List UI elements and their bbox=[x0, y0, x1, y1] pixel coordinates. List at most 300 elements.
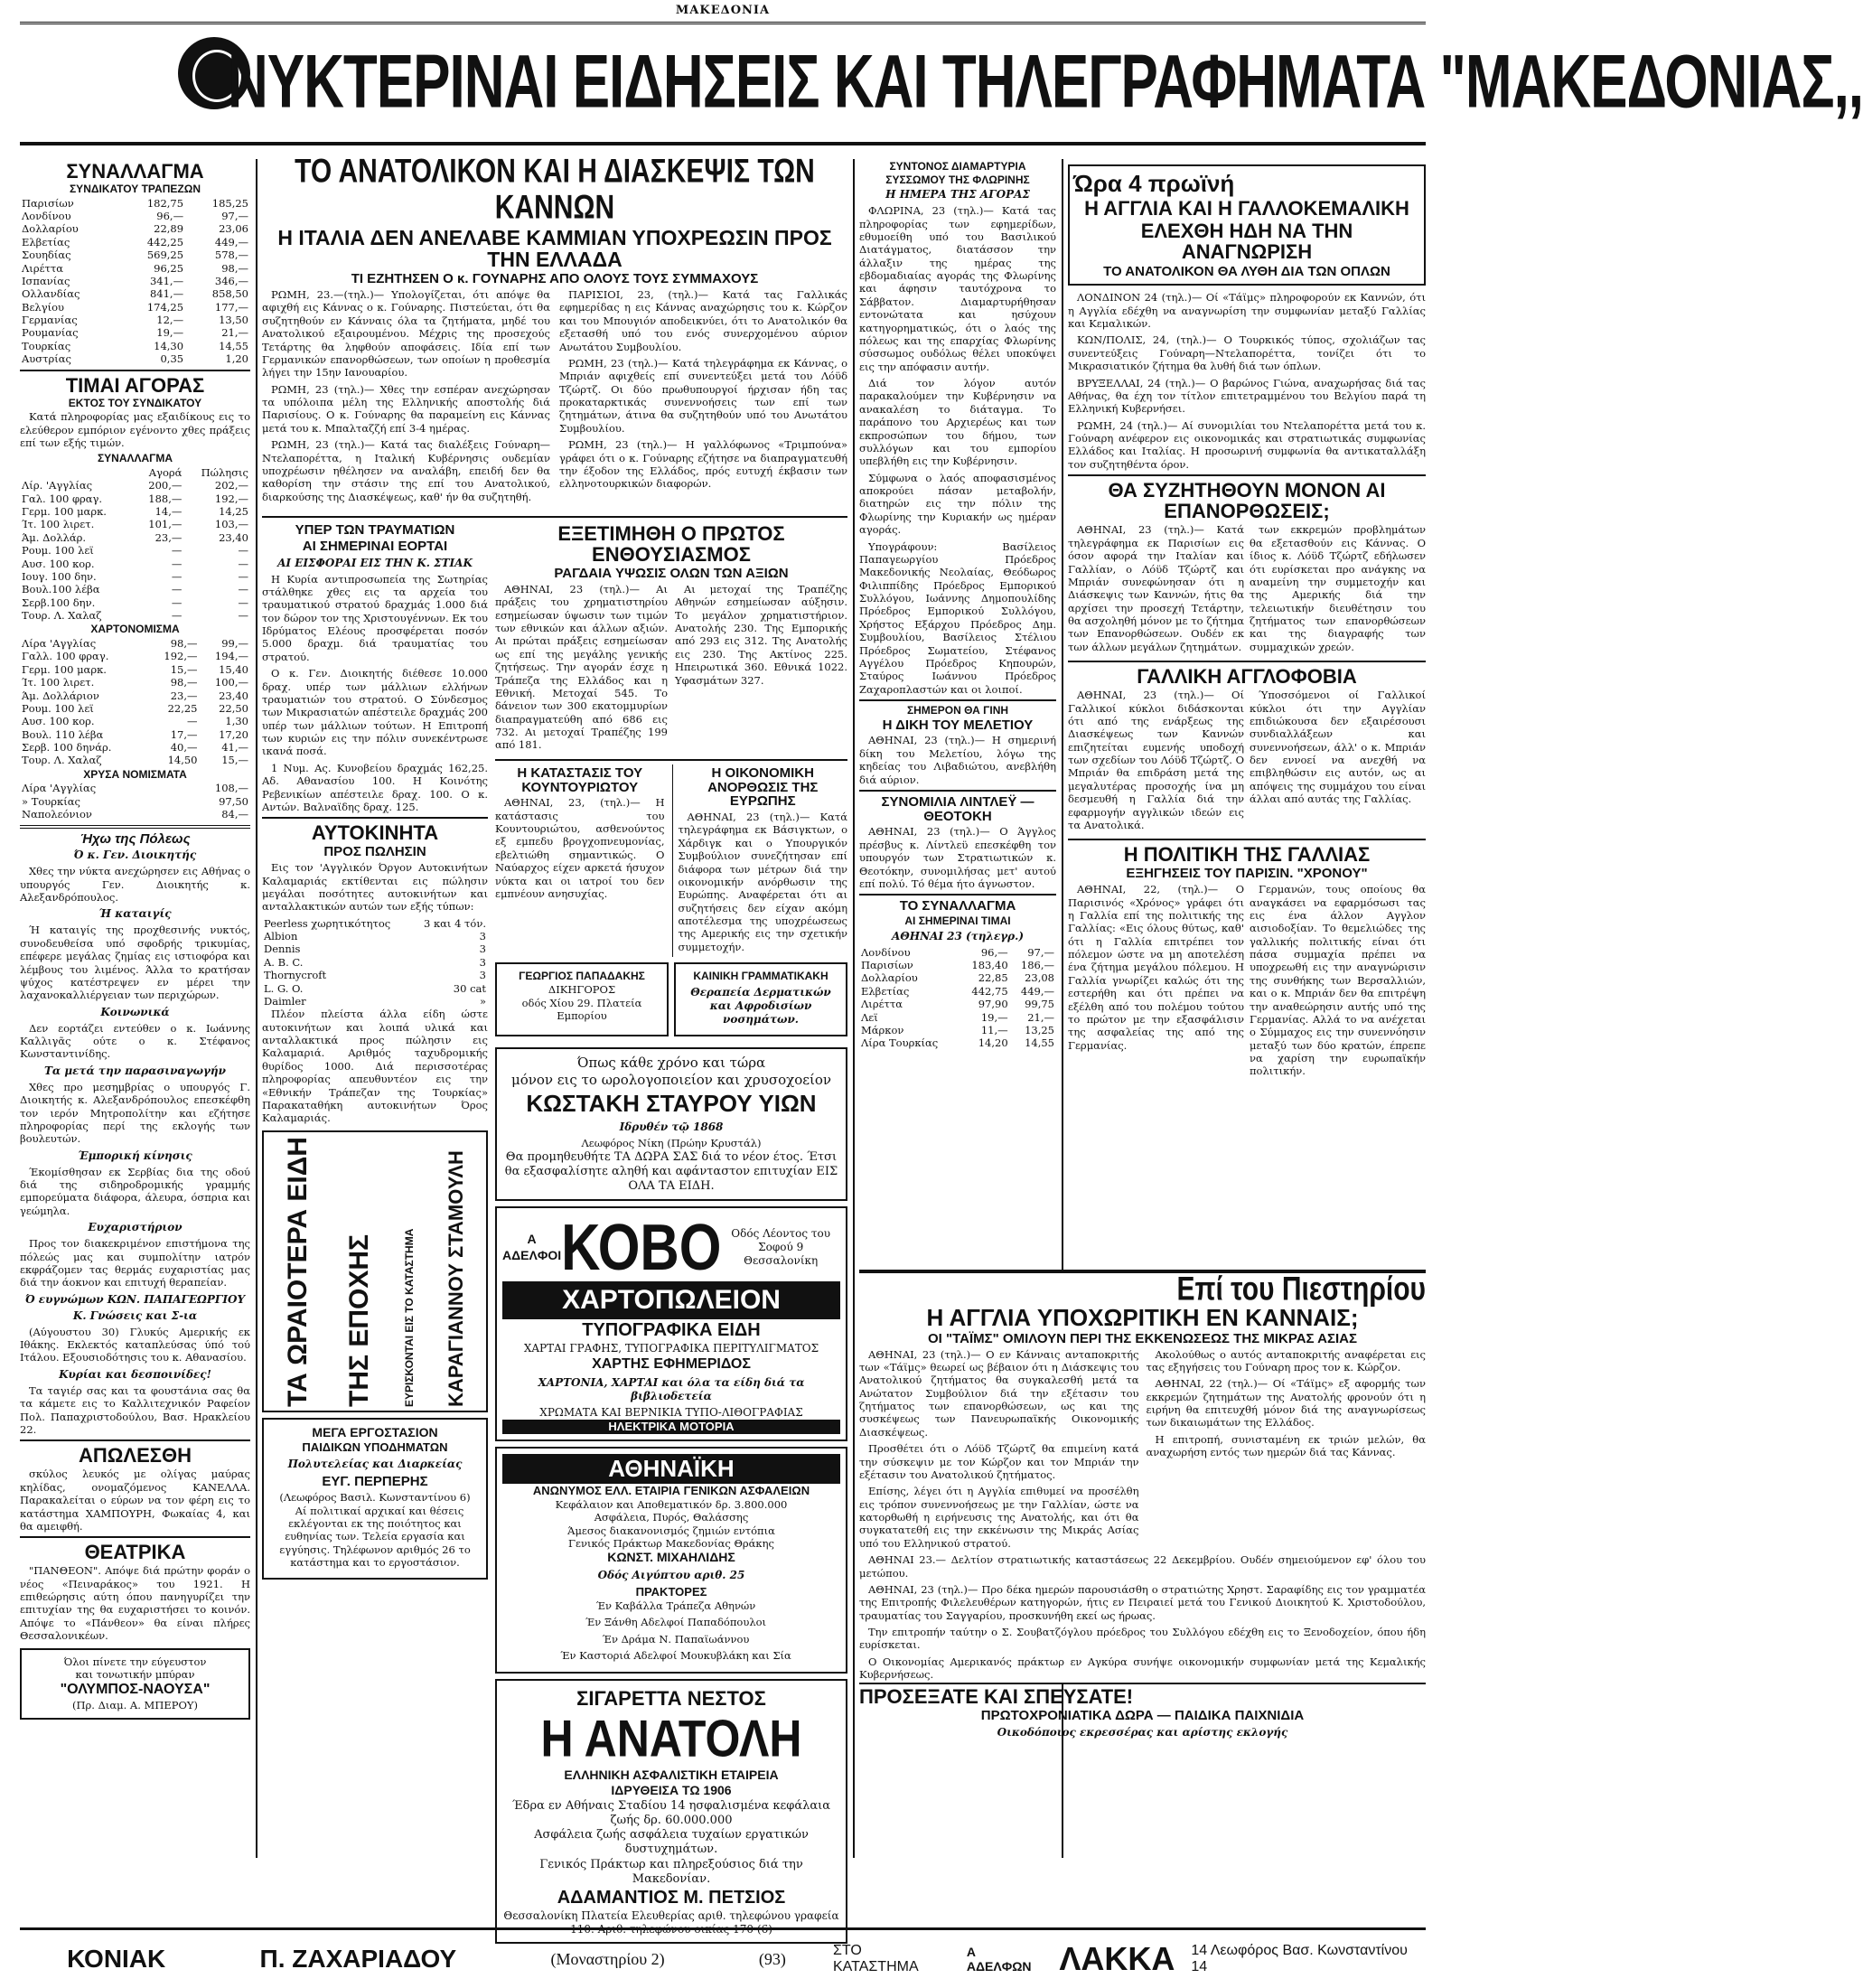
anatoli-agent: ΑΔΑΜΑΝΤΙΟΣ Μ. ΠΕΤΣΙΟΣ bbox=[557, 1888, 786, 1908]
theatre-text: "ΠΑΝΘΕΟΝ". Απόψε διά πρώτην φοράν ο νέος «Πειναράκος» του 1921. Η επιθεώρησις αύτη όπου πανηγυρίζει την επιτυχίαν της θα ευχαριστήσει το κοινόν. Απόψε το «Πάνθεον» θα είναι πλήρες Θεσσαλονικέων. bbox=[20, 1564, 250, 1643]
vertical-ad bbox=[262, 1130, 488, 1412]
table-row bbox=[20, 808, 250, 821]
table-cell: 346,— bbox=[214, 274, 248, 287]
latest-head1: Επί του Πιεστηρίου bbox=[1176, 1270, 1426, 1308]
athinaiki-claims: Άμεσος διακανονισμός ζημιών εντόπια bbox=[567, 1524, 775, 1537]
market-subtitle: ΕΚΤΟΣ ΤΟΥ ΣΥΝΔΙΚΑΤΟΥ bbox=[68, 396, 202, 409]
table-cell: Δολλαρίου bbox=[861, 971, 918, 985]
table-cell: 3 bbox=[479, 930, 486, 942]
footer-brand: Π. ΖΑΧΑΡΙΑΔΟΥ bbox=[259, 1945, 457, 1973]
paragraph: ΡΩΜΗ, 23.—(τηλ.)— Υπολογίζεται, ότι απόψε θα αφιχθή εις Κάννας ο κ. Γούναρης. Πιστεύεται, ότι θα συζητηθούν εν Κάνναις όλα τα ζητήματα, μηδέ του Ανατολικού εξαιρουμένου. Μέχρις της προσεχούς Τετάρτης θα ληφθούν αποφάσεις. Ιδία επί των Γερμανικών επανορθώσεων, των οποίων η προθεσμία λήγει την 15ην Ιανουαρίου. bbox=[262, 288, 550, 380]
beer-ad bbox=[20, 1648, 250, 1720]
column-rule bbox=[853, 159, 855, 1858]
table-cell: 841,— bbox=[149, 287, 184, 301]
stavrou-name: ΚΩΣΤΑΚΗ ΣΤΑΥΡΟΥ ΥΙΩΝ bbox=[526, 1089, 817, 1117]
table-cell: 97,50 bbox=[219, 794, 248, 808]
ora4-box bbox=[1068, 164, 1426, 286]
clinic-line: Θεραπεία Δερματικών και Αφροδισίων νοσημάτων. bbox=[690, 986, 831, 1027]
europe-head: Η ΟΙΚΟΝΟΜΙΚΗ ΑΝΟΡΘΩΣΙΣ ΤΗΣ ΕΥΡΩΠΗΣ bbox=[707, 764, 819, 810]
table-row bbox=[20, 609, 250, 622]
table-cell: 84,— bbox=[221, 808, 248, 821]
france-text: ΑΘΗΝΑΙ, 22, (τηλ.)— Ο Παρισινός «Χρόνος» γράφει ότι η Γαλλία επί της πολιτικής της Γαλλίας: «Εις όλους θύτως, καθ' ότι η Γαλλία επιτρέπει τον πόλεμον ώστε να μη αποτελέση ένα ζήτημα μεγάλου πόλεμου. Η Γαλλία γνωρίζει καλώς ότι της εστερήθη και ότι πρέπει να εξέλθη από του πολέμου τούτου το πρώτον με την εξασφάλισιν της ασφαλείας της από της Γερμανίας. bbox=[1068, 883, 1244, 1052]
table-row bbox=[20, 492, 250, 505]
table-cell: Ελβετίας bbox=[22, 235, 70, 248]
enthusiasm-head2: ΡΑΓΔΑΙΑ ΥΨΩΣΙΣ ΟΛΩΝ ΤΩΝ ΑΞΙΩΝ bbox=[554, 566, 789, 582]
table-cell: 182,75 bbox=[146, 196, 184, 210]
table-row bbox=[262, 942, 488, 955]
table-cell: 192,— bbox=[164, 650, 198, 663]
table-row bbox=[20, 782, 250, 794]
city-sign: Ό ευγνώμων ΚΩΝ. ΠΑΠΑΓΕΩΡΓΙΟΥ bbox=[24, 1292, 246, 1306]
table-row bbox=[20, 352, 250, 365]
latest-right bbox=[1147, 1348, 1427, 1554]
table-row bbox=[262, 930, 488, 942]
table-cell: Ρουμ. 100 λεϊ bbox=[22, 701, 94, 715]
table-cell: 97,— bbox=[221, 210, 248, 223]
table-cell: » Τουρκίας bbox=[22, 794, 80, 808]
table-cell: 22,50 bbox=[219, 701, 248, 715]
column-left bbox=[20, 159, 250, 1858]
table-cell: Λίρα Τουρκίας bbox=[861, 1036, 939, 1050]
table-row bbox=[20, 544, 250, 557]
table-cell: 30 cat bbox=[453, 981, 486, 995]
table-cell: 22,89 bbox=[154, 222, 184, 236]
city-sub: Ή καταιγίς bbox=[98, 907, 172, 921]
anatoli-addr: Θεσσαλονίκη Πλατεία Ελευθερίας αριθ. τηλεφώνου γραφεία 110. Αριθ. τηλεφώνου οικίας 170 (6) bbox=[503, 1909, 839, 1936]
table-row bbox=[859, 1024, 1056, 1036]
table-row bbox=[859, 946, 1056, 959]
wounded-text bbox=[262, 573, 488, 814]
table-cell: 108,— bbox=[214, 782, 248, 795]
table-row bbox=[20, 558, 250, 570]
france-head1: Η ΠΟΛΙΤΙΚΗ ΤΗΣ ΓΑΛΛΙΑΣ bbox=[1123, 843, 1371, 867]
table-cell: 14,20 bbox=[978, 1036, 1008, 1050]
exchange-subtitle: ΣΥΝΔΙΚΑΤΟΥ ΤΡΑΠΕΖΩΝ bbox=[69, 183, 201, 196]
anatoli-name: Η ΑΝΑΤΟΛΗ bbox=[540, 1709, 802, 1768]
table-row bbox=[262, 995, 488, 1008]
anatoli-sub: ΕΛΛΗΝΙΚΗ ΑΣΦΑΛΙΣΤΙΚΗ ΕΤΑΙΡΕΙΑ bbox=[564, 1767, 779, 1782]
table-row bbox=[20, 531, 250, 544]
table-cell: 1,30 bbox=[225, 715, 248, 728]
cannes-head3: ΤΙ ΕΖΗΤΗΣΕΝ Ο κ. ΓΟΥΝΑΡΗΣ ΑΠΟ ΟΛΟΥΣ ΤΟΥΣ ΣΥΜΜΑΧΟΥΣ bbox=[351, 271, 759, 287]
paragraph: ΦΛΩΡΙΝΑ, 23 (τηλ.)— Κατά τας πληροφορίας των εφημερίδων, εθυμοείθη υπό του Βασιλικού Διατάγματος, διατάσσον την άλλαξιν της ημέρας της εβδομαδιαίας αγοράς της Φλωρίνης και άφησιν ταυτόχρονα το Σάββατον. Διαμαρτυρήθησαν εντονώτατα και ησύχουν κατηγορηματικώς, ότι ο λαός της πόλεως και της επαρχίας Φλωρίνης σύσσωμος ουδόλως θέλει υποκύψει εις την απόφασιν αυτήν. bbox=[859, 204, 1056, 373]
table-row bbox=[20, 702, 250, 715]
paragraph: ΡΩΜΗ, 23 (τηλ.)— Χθες την εσπέραν ανεχώρησαν τα υπόλοιπα μέλη της Ελληνικής αποστολής διά Παρισίους. Ο κ. Γούναρης θα παραμείνη εις Κάννας μετά του κ. Μπαλταζζή επί 3-4 ημέρας. bbox=[262, 382, 550, 435]
kountouriotis-head: Η ΚΑΤΑΣΤΑΣΙΣ ΤΟΥ ΚΟΥΝΤΟΥΡΙΩΤΟΥ bbox=[517, 764, 643, 795]
market-intro: Κατά πληροφορίας μας εξαιδίκους εις το ελεύθερον εμπόριον εγένοντο χθες πράξεις επί των εξής τιμών. bbox=[20, 410, 250, 449]
enthusiasm-head1: ΕΞΕΤΙΜΗΘΗ Ο ΠΡΩΤΟΣ ΕΝΘΟΥΣΙΑΣΜΟΣ bbox=[557, 522, 785, 567]
beer-agent: (Πρ. Διαμ. Α. ΜΠΕΡΟΥ) bbox=[71, 1699, 198, 1712]
paper-table bbox=[20, 637, 250, 767]
table-cell: Ρουμ. 100 λεϊ bbox=[22, 544, 94, 558]
rates2-date: ΑΘΗΝΑΙ 23 (τηλεγρ.) bbox=[892, 929, 1024, 942]
city-text: Χθες την νύκτα ανεχώρησεν εις Αθήνας ο υπουργός Γεν. Διοικητής κ. Αλεξανδρόπουλος. bbox=[20, 865, 250, 905]
table-row bbox=[20, 518, 250, 530]
anatoli-line: Ασφάλεια ζωής ασφάλεια τυχαίων εργατικών δυστυχημάτων. bbox=[534, 1828, 809, 1857]
table-cell: 442,75 bbox=[971, 984, 1008, 998]
table-cell: 17,20 bbox=[219, 727, 248, 741]
table-cell: 99,— bbox=[221, 637, 248, 651]
shoes-line: Πολυτελείας και Διαρκείας bbox=[287, 1458, 463, 1471]
athinaiki-agents-title: ΠΡΑΚΤΟΡΕΣ bbox=[635, 1584, 707, 1599]
cars-tail: Πλέον πλείστα άλλα είδη ώστε αυτοκινήτων και λοιπά υλικά και ανταλλακτικά προς πώλησιν εις Καλαμαριά. Αριθμός ταχυδρομικής θυρίδος 1000. Διά περισσοτέρας πληροφορίας απευθυντέον εις την «Εθνικήν Τράπεζαν της Τουρκίας» Παρακαταθήκη αυτοκινήτων Όρος Καλαμαριάς. bbox=[262, 1008, 488, 1125]
column-centre bbox=[262, 152, 847, 1936]
table-cell: Γερμ. 100 μαρκ. bbox=[22, 662, 107, 676]
stavrou-est: Ιδρυθέν τῷ 1868 bbox=[619, 1121, 724, 1134]
athinaiki-capital: Κεφάλαιον και Αποθεματικόν δρ. 3.800.000 bbox=[555, 1497, 788, 1511]
table-cell: Σουηδίας bbox=[22, 248, 71, 262]
table-cell: 183,40 bbox=[971, 959, 1008, 971]
table-cell: Τουρκίας bbox=[22, 339, 71, 352]
paragraph: Την επιτροπήν ταύτην ο Σ. Σουβατζόγλου πρόεδρος του Συλλόγου εδέχθη εις το Ξενοδοχείον, όπου ήδη ευρίσκεται. bbox=[859, 1626, 1426, 1652]
city-text: Ή καταιγίς της προχθεσινής νυκτός, συνοδευθείσα υπό σφοδρής τρικυμίας, επέφερε μεγάλας ζημίας εις ιστιοφόρα και λέμβους του λιμένος. Άλλα το κρατήσαν ψύχος κατέστρεψεν εν μέρει την λαχανοκαλλιέργειαν των περιχώρων. bbox=[20, 924, 250, 1002]
table-cell: 101,— bbox=[148, 518, 183, 531]
subcolumn-a bbox=[262, 521, 488, 1750]
table-row bbox=[20, 596, 250, 609]
table-cell: 569,25 bbox=[146, 248, 184, 262]
paper-title: ΧΑΡΤΟΝΟΜΙΣΜΑ bbox=[90, 623, 180, 636]
paragraph: Η επιτροπή, συνισταμένη εκ τριών μελών, θα αναχωρήση εντός των ημερών διά τας Κάννας. bbox=[1146, 1432, 1426, 1459]
market-fx-table bbox=[20, 466, 250, 623]
table-cell: 98,— bbox=[221, 261, 248, 275]
city-sub: Έμπορική κίνησις bbox=[78, 1149, 192, 1162]
column-rule bbox=[256, 159, 257, 1858]
enthusiasm-text: Αι μετοχαί της Τραπέζης Αθηνών εσημείωσαν αύξησιν. Το μεγάλον χρηματιστήριον. Ανατολής 230. Της Εμπορικής από 293 εις 312. Της Ανατολής εις 230. Της Ακτίνος 225. Ηπειρωτικά 360. Εθνικά 1022. Υφασμάτων 327. bbox=[675, 582, 847, 687]
kobo-h7: ΗΛΕΚΤΡΙΚΑ ΜΟΤΟΡΙΑ bbox=[502, 1420, 840, 1434]
kobo-h3: ΧΑΡΤΑΙ ΓΡΑΦΗΣ, ΤΥΠΟΓΡΑΦΙΚΑ ΠΕΡΙΤΥΛΙΓΜΑΤΟΣ bbox=[523, 1341, 819, 1355]
meeting-head: ΣΥΝΟΜΙΛΙΑ ΛΙΝΤΛΕΫ — ΘΕΟΤΟΚΗ bbox=[881, 793, 1034, 824]
table-cell: Λίρα 'Αγγλίας bbox=[22, 637, 97, 651]
paragraph: ΡΩΜΗ, 23 (τηλ.)— Κατά τηλεγράφημα εκ Κάννας, ο Μπριάν αφιχθείς επί συνεντεύξει μετά του Λόϋδ Τζώρτζ. Οι δύο πρωθυπουργοί ήρχισαν ήδη τας προκαταρκτικάς συνεννοήσεις των επί των ζητημάτων, άτινα θα συζητηθούν υπό του Ανωτάτου Συμβουλίου. bbox=[559, 356, 847, 435]
theatre-title: ΘΕΑΤΡΙΚΑ bbox=[84, 1541, 186, 1564]
table-cell: 578,— bbox=[214, 248, 248, 262]
table-cell: 341,— bbox=[149, 274, 184, 287]
reparations-text: των εκκρεμών προβλημάτων θα εξετασθούν εις Κάννας. Ο ίδιος κ. Λόϋδ Τζώρτζ εδήλωσεν ότι ευρίσκεται προ ανάγκης να αναμείνη την συμμετοχήν και της Αμερικής διά την τελειωτικήν διευθέτησιν του ζητήματος των επανορθώσεων και της διαγραφής των συμμαχικών χρεών. bbox=[1250, 523, 1426, 653]
city-text: Δεν εορτάζει εντεύθεν ο κ. Ιωάννης Καλλιγᾶς ούτε ο κ. Στέφανος Κωνσταντινίδης. bbox=[20, 1021, 250, 1061]
table-cell: 23,40 bbox=[219, 530, 248, 544]
meeting-text: ΑΘΗΝΑΙ, 23 (τηλ.)— Ο Άγγλος πρέσβυς κ. Λίντλεϋ επεσκέφθη τον υπουργόν των Στρατιωτικών κ. Θεοτόκην, συνομιλήσας μετ' αυτού επί πολύ. Τό θέμα ήτο άγνωστον. bbox=[859, 825, 1056, 890]
table-cell: — bbox=[187, 715, 198, 728]
lost-title: ΑΠΩΛΕΣΘΗ bbox=[79, 1444, 192, 1468]
paragraph: ΑΘΗΝΑΙ, 23 (τηλ.)— Ο εν Κάνναις ανταποκριτής των «Τάϊμς» θεωρεί ως βέβαιον ότι η Διάσκεψις του Ανατολικού ζητήματος θα συγκαλεσθή μετά τα Ανώτατον Συμβούλιον διά την εξέτασιν του ζητήματος των επανορθώσεων, ως και της συσκέψεως των Πανευρωπαϊκής Οικονομικής Διασκέψεως. bbox=[859, 1347, 1139, 1439]
table-cell: — bbox=[238, 557, 248, 570]
hurry-ad bbox=[859, 1683, 1426, 1748]
paragraph: Έν Ξάνθη Αδελφοί Παπαδόπουλοι bbox=[585, 1616, 767, 1629]
table-cell: 1,20 bbox=[225, 352, 248, 366]
table-cell: 97,— bbox=[1027, 945, 1054, 959]
france-text: Γερμανών, τους οποίους θα αναγκάσει να εφαρμόσωσι τας εις ένα άλλον Αγγλον αισιοδοξίαν. Το θεμελιώδες της γαλλικής πολιτικής είναι ότι πάσα συμμαχία πρέπει να υποχρεωθή εις την αναγνώρισιν της συνθήκης των Βερσαλλιών, και ο κ. Μπριάν δεν θα επιτρέψη την αναθεώρησιν αυτής υπό της Γερμανίας. Αλλά το να ανέχεται ο Σύμμαχος εις την συνεννόησιν μεταξύ των δύο κρατών, έπρεπε να χαρίση την ευρωπαϊκήν πολιτικήν. bbox=[1250, 883, 1426, 1078]
masthead: ΜΑΚΕΔΟΝΙΑ bbox=[20, 0, 1426, 24]
table-cell: — bbox=[238, 609, 248, 623]
cars-sub: ΠΡΟΣ ΠΩΛΗΣΙΝ bbox=[323, 844, 426, 860]
paragraph: Έν Καστοριά Αδελφοί Μουκυβλάκη και Σία bbox=[560, 1649, 791, 1663]
footer-store-label: ΣΤΟ ΚΑΤΑΣΤΗΜΑ bbox=[833, 1943, 919, 1974]
florina-head1: ΣΥΝΤΟΝΟΣ ΔΙΑΜΑΡΤΥΡΙΑ bbox=[889, 160, 1026, 173]
table-cell: 22,25 bbox=[167, 701, 198, 715]
cars-title: ΑΥΤΟΚΙΝΗΤΑ bbox=[311, 821, 439, 845]
paragraph: Επίσης, λέγει ότι η Αγγλία επιθυμεί να προσέλθη εις τρόπον συνεννοήσεως με την Γαλλίαν, ώστε να κατορθωθή η ειρήνευσις της Ανατολής, και ότι θα συγκατατεθή εις την εκκένωσιν της Μικράς Ασίας υπό του Ελληνικού στρατού. bbox=[859, 1485, 1139, 1550]
table-cell: 21,— bbox=[1027, 1010, 1054, 1024]
table-cell: 14,50 bbox=[167, 754, 198, 767]
kobo-name: ΚΟΒΟ bbox=[561, 1211, 722, 1285]
table-cell: 23,— bbox=[170, 689, 198, 702]
table-row bbox=[20, 689, 250, 702]
ora4-head2: Η ΑΓΓΛΙΑ ΚΑΙ Η ΓΑΛΛΟΚΕΜΑΛΙΚΗ bbox=[1084, 197, 1409, 220]
shoes-ad bbox=[262, 1418, 488, 1580]
table-cell: Άμ. Δολλάριον bbox=[22, 689, 99, 702]
latest-bottom bbox=[859, 1553, 1426, 1681]
cars-intro: Εις τον 'Αγγλικόν Όργον Αυτοκινήτων Καλαμαριάς εκτίθενται εις πώλησιν μεγάλαι ποσότητες αυτοκινήτων και ανταλλακτικών αυτών των εξής τύπων: bbox=[262, 861, 488, 914]
table-row bbox=[20, 728, 250, 741]
rates2-sub: ΑΙ ΣΗΜΕΡΙΝΑΙ ΤΙΜΑΙ bbox=[904, 914, 1011, 928]
table-cell: 11,— bbox=[980, 1023, 1008, 1036]
paragraph: Έν Καβάλλα Τράπεζα Αθηνών bbox=[595, 1599, 756, 1613]
table-row bbox=[20, 715, 250, 727]
exchange-table bbox=[20, 197, 250, 366]
kountouriotis-text: ΑΘΗΝΑΙ, 23, (τηλ.)— Η κατάστασις του Κουντουριώτου, ασθενούντος εξ εμπεδυ βρογχοπνευμονίας, εβελτιώθη σημαντικώς. Ο Ναύαρχος είχεν αρκετά ήσυχον νύκτα και οι ιατροί του δεν εμπνέουν ανησυχίας. bbox=[495, 796, 665, 900]
table-row bbox=[20, 210, 250, 222]
table-cell: 12,— bbox=[156, 314, 184, 327]
meletios-text: ΑΘΗΝΑΙ, 23 (τηλ.)— Η σημερινή δίκη του Μελετίου, λόγω της κηδείας του Λιβαδιώτου, ανεβλήθη διά αύριον. bbox=[859, 734, 1056, 786]
table-row bbox=[20, 275, 250, 287]
kobo-pre: Α ΑΔΕΛΦΟΙ bbox=[502, 1232, 562, 1262]
france-head2: ΕΞΗΓΗΣΕΙΣ ΤΟΥ ΠΑΡΙΣΙΝ. "ΧΡΟΝΟΥ" bbox=[1126, 866, 1368, 882]
table-cell: Ελβετίας bbox=[861, 984, 910, 998]
cannes-left bbox=[262, 288, 550, 512]
reparations-head: ΘΑ ΣΥΖΗΤΗΘΟΥΝ ΜΟΝΟΝ ΑΙ ΕΠΑΝΟΡΘΩΣΕΙΣ; bbox=[1108, 479, 1386, 523]
table-cell: 3 bbox=[479, 955, 486, 969]
table-cell: 202,— bbox=[214, 479, 248, 492]
market-title: ΤΙΜΑΙ ΑΓΟΡΑΣ bbox=[65, 373, 205, 397]
table-cell: Άμ. Δολλάρ. bbox=[22, 530, 87, 544]
stavrou-line: μόνον εις το ωρολογοποιείον και χρυσοχοείον bbox=[510, 1071, 832, 1088]
table-cell: 192,— bbox=[214, 492, 248, 505]
stavrou-addr: Λεωφόρος Νίκη (Πρώην Κρυστάλ) bbox=[581, 1137, 762, 1150]
wounded-head2: ΑΙ ΣΗΜΕΡΙΝΑΙ ΕΟΡΤΑΙ bbox=[302, 538, 448, 554]
vertical-ad-line: ΤΗΣ ΕΠΟΧΗΣ bbox=[343, 1233, 374, 1407]
anatoli-est: ΙΔΡΥΘΕΙΣΑ ΤΩ 1906 bbox=[611, 1783, 732, 1798]
paragraph: ΒΡΥΞΕΛΛΑΙ, 24 (τηλ.)— Ο βαρώνος Γιώνα, αναχωρήσας διά τας Αθήνας, θα έχη τον τίτλον επιτετραμμένου του Βελγίου παρά τη Ελληνική Κυβερνήσει. bbox=[1068, 376, 1426, 416]
table-cell: — bbox=[238, 595, 248, 609]
anatoli-top: ΣΙΓΑΡΕΤΤΑ ΝΕΣΤΟΣ bbox=[576, 1686, 766, 1710]
anatoli-line: Έδρα εν Αθήναις Σταδίου 14 ησφαλισμένα κεφάλαια ζωής δρ. 60.000.000 bbox=[511, 1798, 831, 1827]
lost-text: σκύλος λευκός με ολίγας μαύρας κηλίδας, ονομαζόμενος ΚΑΝΕΛΛΑ. Παρακαλείται ο εύρων να τον φέρη εις το κατάστημα ΧΑΜΠΟΥΡΗ, Φωκαίας 4, και θα αμειφθή. bbox=[20, 1468, 250, 1533]
rates2-title: ΤΟ ΣΥΝΑΛΛΑΓΜΑ bbox=[899, 898, 1016, 914]
city-text: Έκομίσθησαν εκ Σερβίας δια της οδού διά της σιδηροδρομικής γραμμής εμπορεύματα διάφορα, άλευρα, όσπρια και γεώμηλα. bbox=[20, 1165, 250, 1217]
table-cell: Λονδίνου bbox=[22, 210, 71, 223]
table-cell: Αυσ. 100 κορ. bbox=[22, 557, 95, 570]
latest-head2: Η ΑΓΓΛΙΑ ΥΠΟΧΩΡΙΤΙΚΗ ΕΝ ΚΑΝΝΑΙΣ; bbox=[926, 1303, 1359, 1331]
clinic-card bbox=[674, 962, 847, 1036]
paragraph: ΑΘΗΝΑΙ, 22 (τηλ.)— Οί «Τάϊμς» εξ αφορμής των εκκρεμών ζητημάτων της Ανατολής φρονούν ότι η ειρήνη θα επιτευχθή μόνον διά της αναγνωρίσεως των δικαιωμάτων της Ελλάδος. bbox=[1146, 1377, 1426, 1430]
table-cell: 23,06 bbox=[219, 222, 248, 236]
table-row bbox=[262, 969, 488, 981]
paragraph: ΠΑΡΙΣΙΟΙ, 23, (τηλ.)— Κατά τας Γαλλικάς εφημερίδας η εις Κάννας αναχώρησις του κ. Κώρζον και του Μπουγιόν αποδεικνύει, ότι το Ανατολικόν θα εξετασθή υπό του ενός συνερχομένου αύριον Ανωτάτου Συμβουλίου. bbox=[559, 288, 847, 353]
table-cell: Τουρ. Λ. Χαλαζ bbox=[22, 754, 102, 767]
table-row bbox=[262, 982, 488, 995]
table-cell: Ιουγ. 100 δην. bbox=[22, 569, 97, 583]
paragraph: ΡΩΜΗ, 24 (τηλ.)— Αί συνομιλίαι του Ντελαπορέττα μετά του κ. Γούναρη ανέφερον εις οικονομικάς και στρατιωτικάς συμφωνίας Ελλάδος και Ιταλίας. Η προσωρινή συμφωνία θα αντικαταλλάξη τον συζητηθέντα όρον. bbox=[1068, 418, 1426, 471]
table-cell: Γαλλ. 100 φραγ. bbox=[22, 650, 109, 663]
table-cell: 14,55 bbox=[1025, 1036, 1054, 1050]
ora4-head3: ΕΛΕΧΘΗ ΗΔΗ ΝΑ ΤΗΝ ΑΝΑΓΝΩΡΙΣΗ bbox=[1140, 220, 1353, 264]
shoes-owner: ΕΥΓ. ΠΕΡΠΕΡΗΣ bbox=[322, 1474, 428, 1490]
city-text: Τα ταγιέρ σας και τα φουστάνια σας θα τα κάμετε εις το Καλλιτεχνικόν Ραφείον Πολ. Παπαχριστοδούλου, Βασ. Ηρακλείου 22. bbox=[20, 1383, 250, 1436]
florina-text bbox=[859, 204, 1056, 696]
kobo-addr: Οδός Λέοντος του Σοφού 9 bbox=[731, 1227, 831, 1254]
table-row bbox=[859, 1036, 1056, 1049]
lawyer-addr: οδός Χίου 29. Πλατεία Εμπορίου bbox=[521, 996, 642, 1022]
paragraph: Έν Δράμα Ν. Παπαϊωάννου bbox=[602, 1632, 750, 1646]
city-text: Χθες προ μεσημβρίας ο υπουργός Γ. Διοικητής κ. Αλεξανδρόπουλος επεσκέφθη τον ιερόν Μητροπολίτην και εζήτησε πληροφορίας περί της εκλογής των βουλευτών. bbox=[20, 1080, 250, 1146]
table-cell: Peerless χωρητικότητος bbox=[264, 916, 391, 930]
athinaiki-sub: ΑΝΩΝΥΜΟΣ ΕΛΛ. ΕΤΑΙΡΙΑ ΓΕΝΙΚΩΝ ΑΣΦΑΛΕΙΩΝ bbox=[532, 1483, 810, 1497]
table-cell: Ναπολεόνιον bbox=[22, 808, 92, 821]
latest-head3: ΟΙ "ΤΑΪΜΣ" ΟΜΙΛΟΥΝ ΠΕΡΙ ΤΗΣ ΕΚΚΕΝΩΣΕΩΣ ΤΗΣ ΜΙΚΡΑΣ ΑΣΙΑΣ bbox=[927, 1330, 1358, 1346]
table-cell: Τουρ. Λ. Χαλαζ bbox=[22, 609, 102, 623]
city-title: Ήχω της Πόλεως bbox=[80, 830, 191, 847]
table-cell: — bbox=[171, 544, 183, 558]
athinaiki-name: ΑΘΗΝΑΪΚΗ bbox=[502, 1454, 840, 1484]
athinaiki-agent: ΚΩΝΣΤ. ΜΙΧΑΗΛΙΔΗΣ bbox=[607, 1550, 735, 1565]
hurry-head: ΠΡΟΣΕΞΑΤΕ ΚΑΙ ΣΠΕΥΣΑΤΕ! bbox=[859, 1685, 1134, 1708]
cannes-head2: Η ΙΤΑΛΙΑ ΔΕΝ ΑΝΕΛΑΒΕ ΚΑΜΜΙΑΝ ΥΠΟΧΡΕΩΣΙΝ ΠΡΟΣ ΤΗΝ ΕΛΛΑΔΑ bbox=[277, 226, 832, 272]
paragraph: ΛΟΝΔΙΝΟΝ 24 (τηλ.)— Οί «Τάϊμς» πληροφορούν εκ Καννών, ότι η Αγγλία εδέχθη να αναγνωρίση την συμφωνίαν μεταξύ Γαλλίας και Κεμαλικών. bbox=[1068, 291, 1426, 331]
column-right bbox=[1068, 159, 1426, 1280]
table-row bbox=[20, 583, 250, 595]
hurry-l2: Οικοδόποιος εκρεσσέρας και αρίστης εκλογής bbox=[997, 1725, 1288, 1739]
vertical-ad-line: ΚΑΡΑΓΙΑΝΝΟΥ ΣΤΑΜΟΥΛΗ bbox=[445, 1149, 468, 1407]
table-row bbox=[20, 741, 250, 754]
anglophobia-text: ΑΘΗΝΑΙ, 23 (τηλ.)— Οί Γαλλικοί κύκλοι διδάσκονται ότι από της ενάρξεως της Διασκέψεως των Καννών επιζητείται ευμενής υποδοχή των σχεδίων του Λόϋδ Τζώρτζ. Ο Μπριάν θα επιδράση μετά της μεγαλυτέρας προσοχής ίνα μη δεσμευθή η Γαλλία διά την εφαρμογήν αγγλικών ιδεών εις τα Ανατολικά. bbox=[1068, 689, 1244, 831]
table-cell: 177,— bbox=[214, 300, 248, 314]
table-cell: 0,35 bbox=[160, 352, 184, 366]
paragraph: Ο κ. Γεν. Διοικητής διέθεσε 10.000 δραχ. υπέρ των μάλλιων ελλήνων τραυματιών του στρατού. Ο Σύνδεσμος των Μικρασιατών απέστειλε δραχμάς 200 υπέρ των μάλλιων τούτων. Η Επιτροπή των κυριών εις την πόλιν συνεκέντρωσε ικανά ποσά. bbox=[262, 667, 488, 758]
table-cell: 40,— bbox=[170, 741, 198, 755]
florina-head3: Η ΗΜΕΡΑ ΤΗΣ ΑΓΟΡΑΣ bbox=[885, 188, 1030, 202]
table-cell: 98,— bbox=[170, 676, 198, 689]
table-cell: Βουλ.100 λέβα bbox=[22, 583, 100, 596]
table-cell: Γερμ. 100 μαρκ. bbox=[22, 505, 107, 519]
kobo-h6: ΧΡΩΜΑΤΑ ΚΑΙ ΒΕΡΝΙΚΙΑ ΤΥΠΟ-ΛΙΘΟΓΡΑΦΙΑΣ bbox=[539, 1405, 803, 1419]
hurry-l1: ΠΡΩΤΟΧΡΟΝΙΑΤΙΚΑ ΔΩΡΑ — ΠΑΙΔΙΚΑ ΠΑΙΧΝΙΔΙΑ bbox=[980, 1708, 1305, 1724]
kobo-h2: ΤΥΠΟΓΡΑΦΙΚΑ ΕΙΔΗ bbox=[582, 1319, 761, 1340]
table-row bbox=[20, 637, 250, 650]
table-row bbox=[20, 262, 250, 275]
table-cell: 188,— bbox=[148, 492, 183, 505]
paragraph: ΡΩΜΗ, 23 (τηλ.)— Η γαλλόφωνος «Τριμπούνα» γράφει ότι ο κ. Γούναρης εζήτησε να διαπραγματευθή την έξοδον της Ελλάδος, πρός ευτυχή έκβασιν των ελληνοτουρκικών διαφορών. bbox=[559, 438, 847, 491]
table-row bbox=[20, 676, 250, 689]
paragraph: Προσθέτει ότι ο Λόϋδ Τζώρτζ θα επιμείνη κατά την σύσκεψιν με τον Κώρζον και τον Μπριάν την εξέτασιν του Ανατολικού ζητήματος. bbox=[859, 1442, 1139, 1481]
reparations-text: ΑΘΗΝΑΙ, 23 (τηλ.)— Κατά τηλεγράφημα εκ Παρισίων εις όσον αφορά την Ιταλίαν και Γαλλίαν, ο Λόϋδ Τζώρτζ και Μπριάν συνεφώνησαν ότι η Διάσκεψις των Καννών, ήτις θα αρχίσει την προσεχή Τετάρτην, θα ασχοληθή μόνον με το ζήτημα των Επανορθώσεων. Ουδέν εκ των άλλων μεγάλων ζητημάτων. bbox=[1068, 523, 1244, 653]
athinaiki-agent-title: Γενικός Πράκτωρ Μακεδονίας Θράκης bbox=[568, 1536, 774, 1550]
table-cell: A. B. C. bbox=[264, 955, 304, 969]
table-cell: 14,30 bbox=[154, 339, 184, 352]
stavrou-line: Όπως κάθε χρόνο και τώρα bbox=[576, 1055, 766, 1072]
table-cell: Γερμανίας bbox=[22, 314, 78, 327]
cannes-head1: ΤΟ ΑΝΑΤΟΛΙΚΟΝ ΚΑΙ Η ΔΙΑΣΚΕΨΙΣ ΤΩΝ ΚΑΝΝΩΝ bbox=[295, 152, 815, 226]
table-cell: 15,— bbox=[221, 754, 248, 767]
banner bbox=[20, 24, 1863, 145]
cars-list bbox=[262, 917, 488, 1008]
table-cell: 3 και 4 τόν. bbox=[424, 916, 486, 930]
paragraph: Ακολούθως ο αυτός ανταποκριτής αναφέρεται εις τας εξηγήσεις του Γούναρη προς τον κ. Κώρζον. bbox=[1146, 1347, 1426, 1374]
table-cell: 174,25 bbox=[146, 300, 184, 314]
anglophobia-text: Ύποσσόμενοι οί Γαλλικοί κύκλοι ότι την Αγγλίαν επιδιώκουσα δεν εξαιρέσουσι συνδιαλλάξεων και συνεννοήσεων, άλλ' ο κ. Μπριάν δεν εννοεί να ανεχθή να επιβληθώσιν εις αυτόν, ως αι απόψεις της συμμάχου του είναι άλλαι από αυτάς της Γαλλίας. bbox=[1250, 689, 1426, 806]
gold-title: ΧΡΥΣΑ ΝΟΜΙΣΜΑΤΑ bbox=[83, 767, 187, 781]
athinaiki-ad bbox=[495, 1447, 847, 1674]
table-cell: Μάρκον bbox=[861, 1023, 904, 1036]
kobo-h1: ΧΑΡΤΟΠΩΛΕΙΟΝ bbox=[502, 1281, 840, 1319]
shoes-text: Αί πολιτικαί αρχικαί και θέσεις εκλέγονται εκ της ποιότητος και ευθηνίας των. Τελεία εργασία και εγγύησις. Τηλέφωνον αριθμός 26 το κατάστημα και το εργοστάσιον. bbox=[279, 1504, 471, 1569]
city-sub: Κ. Γνώσεις και Σ-ια bbox=[72, 1308, 198, 1322]
table-row bbox=[20, 663, 250, 676]
city-text: Προς τον διακεκριμένον επιστήμονα της πόλεώς μας και συμπολίτην ιατρόν εκφράζομεν τας θερμάς ευχαριστίας μας διά την άοκνον και επιτυχή θεραπείαν. bbox=[20, 1237, 250, 1289]
table-cell: — bbox=[238, 544, 248, 558]
table-row bbox=[20, 795, 250, 808]
table-cell: Ισπανίας bbox=[22, 274, 70, 287]
table-cell: Δολλαρίου bbox=[22, 222, 79, 236]
table-cell: 185,25 bbox=[211, 196, 248, 210]
table-cell: Παρισίων bbox=[22, 196, 74, 210]
table-header: Αγορά bbox=[148, 465, 183, 479]
table-cell: Ολλανδίας bbox=[22, 287, 80, 301]
table-cell: Ίτ. 100 λιρετ. bbox=[22, 518, 95, 531]
table-cell: — bbox=[171, 569, 183, 583]
table-cell: 200,— bbox=[148, 479, 183, 492]
lawyer-card bbox=[495, 962, 669, 1036]
table-cell: 15,— bbox=[170, 662, 198, 676]
stavrou-line: Θα προμηθευθήτε ΤΑ ΔΩΡΑ ΣΑΣ διά το νέον έτος. Έτσι θα εξασφαλίσητε αληθή και αφάνταστον επιτυχίαν ΕΙΣ ΟΛΑ ΤΑ ΕΙΔΗ. bbox=[504, 1149, 838, 1194]
city-sub: Τα μετά την παρασιναγωγήν bbox=[44, 1064, 226, 1077]
beer-line: και τονωτικήν μπύραν bbox=[75, 1667, 195, 1681]
footer-num: (93) bbox=[758, 1949, 786, 1968]
table-row bbox=[20, 287, 250, 300]
footer-bros: Α ΑΔΕΛΦΩΝ bbox=[966, 1945, 1032, 1974]
shoes-title: ΜΕΓΑ ΕΡΓΟΣΤΑΣΙΟΝ bbox=[312, 1424, 438, 1439]
table-row bbox=[20, 314, 250, 326]
table-row bbox=[20, 505, 250, 518]
table-cell: Λιρέττα bbox=[861, 998, 903, 1011]
table-cell: 96,— bbox=[980, 945, 1008, 959]
table-cell: Λεϊ bbox=[861, 1010, 878, 1024]
kobo-ad bbox=[495, 1206, 847, 1441]
table-cell: 13,25 bbox=[1025, 1023, 1054, 1036]
table-row bbox=[20, 248, 250, 261]
footer-addr: (Μοναστηρίου 2) bbox=[550, 1949, 665, 1968]
anglophobia-head: ΓΑΛΛΙΚΗ ΑΓΓΛΟΦΟΒΙΑ bbox=[1137, 665, 1357, 689]
europe-text: ΑΘΗΝΑΙ, 23 (τηλ.)— Κατά τηλεγράφημα εκ Βάσιγκτων, ο Χάρδιγκ και ο Υπουργικόν Συμβούλιον συνεζήτησαν επί διάφορα των μέτρων διά την οικονομικήν ανόρθωσιν της Ευρώπης. Αναφέρεται ότι αι συζητήσεις δεν είχαν ακόμη αποτέλεσμα της υποχρέωσεως της Αμερικής εις την σχετικήν συμμετοχήν. bbox=[678, 811, 847, 953]
table-cell: Λονδίνου bbox=[861, 945, 911, 959]
table-cell: 13,50 bbox=[219, 314, 248, 327]
table-cell: Γαλ. 100 φραγ. bbox=[22, 492, 103, 505]
table-cell: Σερβ. 100 δηνάρ. bbox=[22, 741, 112, 755]
table-row bbox=[20, 222, 250, 235]
city-text: (Αύγουστου 30) Γλυκύς Αμερικής εκ Ιθάκης. Εκλεκτός καταπλεύσας ύπό τού Ιτάλου. Εξουσιοδότησις του κ. Αθανασίου. bbox=[20, 1325, 250, 1364]
gold-table bbox=[20, 782, 250, 821]
paragraph: ΑΘΗΝΑΙ, 23 (τηλ.)— Προ δέκα ημερών παρουσιάσθη ο στρατιώτης Χρηστ. Σαραφίδης εις τον γραμματέα της Επιτροπής Φιλελευθέρων κατηγορών, ήτις εν Πειραιεί μετά του Γενικού Διοικητού Κ. Χριστοδούλου, τραυματίας του Σαγγαρίου, προσκυνήθη εκεί ως ήρωας. bbox=[859, 1582, 1426, 1622]
table-row bbox=[859, 959, 1056, 971]
table-header: Πώλησις bbox=[201, 465, 248, 479]
table-row bbox=[859, 998, 1056, 1010]
paragraph: Υπογράφουν: Βασίλειος Παπαγεωργίου Πρόεδρος Μακεδονικής Νεολαίας, Θεόδωρος Φιλιππίδης Πρόεδρος Εμπορικού Συλλόγου, Ιωάννης Δημοπουλίδης Πρόεδρος Εμπορικού Συλλόγου, Χρήστος Εξάρχου Πρόεδρος Δημ. Συμβουλίου, Βασίλειος Στέλιου Πρόεδρος Σωματείου, Στέφανος Αγγέλου Πρόεδρος Κηπουρών, Σταύρος Ιωάννου Πρόεδρος Ζαχαροπλαστών και οι λοιποί. bbox=[859, 539, 1056, 696]
table-cell: 19,— bbox=[980, 1010, 1008, 1024]
table-cell: 103,— bbox=[214, 518, 248, 531]
anatoli-line: Γενικός Πράκτωρ και πληρεξούσιος διά την Μακεδονίαν. bbox=[539, 1857, 803, 1886]
beer-line: Όλοι πίνετε την εύγευστον bbox=[63, 1655, 207, 1668]
stavrou-ad bbox=[495, 1047, 847, 1201]
table-cell: 23,40 bbox=[219, 689, 248, 702]
